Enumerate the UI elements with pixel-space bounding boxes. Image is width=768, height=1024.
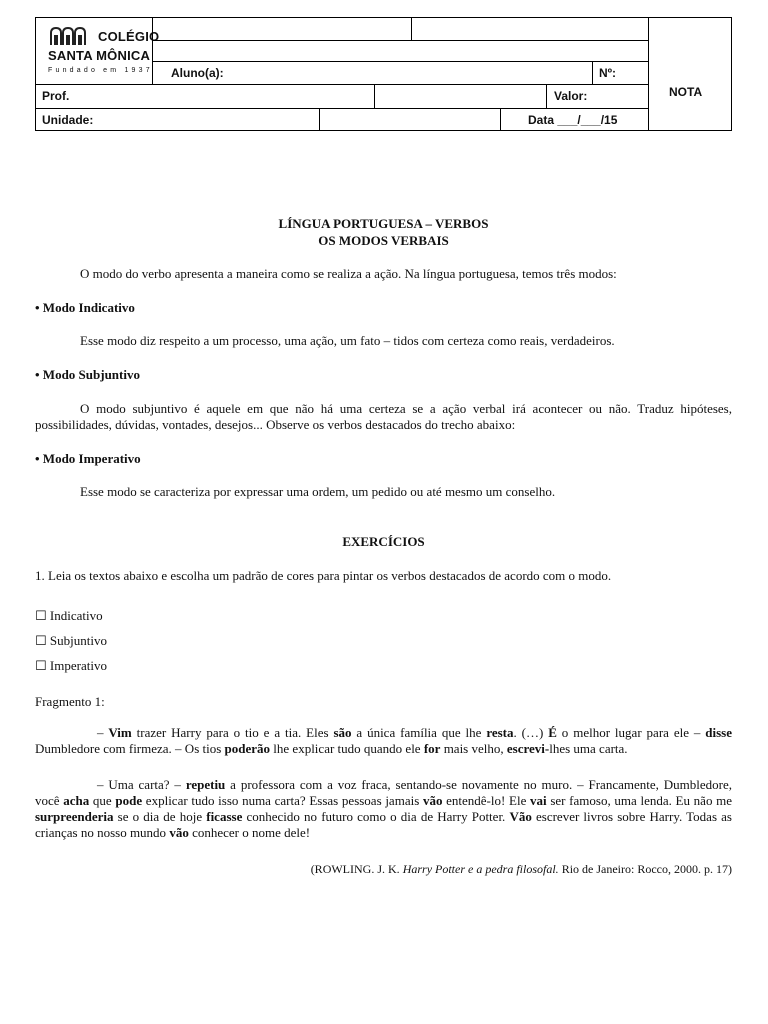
divider — [411, 18, 412, 40]
highlighted-verb: acha — [63, 793, 90, 808]
option-label: Imperativo — [49, 658, 107, 673]
aluno-field[interactable]: Aluno(a): — [171, 66, 224, 80]
highlighted-verb: É — [548, 725, 557, 740]
text-run: lhe explicar tudo quando ele — [270, 741, 424, 756]
logo-line2: SANTA MÔNICA — [48, 48, 151, 63]
option-indicativo[interactable] — [35, 608, 103, 625]
highlighted-verb: Vão — [509, 809, 532, 824]
highlighted-verb: pode — [115, 793, 143, 808]
valor-field[interactable]: Valor: — [554, 89, 588, 103]
page-subtitle: OS MODOS VERBAIS — [318, 233, 449, 248]
divider — [546, 84, 547, 108]
text-run: lhes uma carta. — [549, 741, 628, 756]
text-run: a única família que lhe — [351, 725, 487, 740]
header-table — [35, 17, 732, 131]
data-field[interactable]: Data ___/___/15 — [528, 113, 618, 127]
option-label: Subjuntivo — [49, 633, 107, 648]
numero-field[interactable]: Nº: — [599, 66, 617, 80]
text-run: entendê-lo! Ele — [442, 793, 531, 808]
prof-field[interactable]: Prof. — [42, 89, 70, 103]
text-run: conhecer o nome dele! — [188, 825, 311, 840]
text-run: escrever livros sobre Harry. Todas as crianças no nosso mundo — [35, 809, 732, 840]
divider — [36, 108, 648, 109]
fragment-label: Fragmento 1: — [35, 694, 105, 709]
fragment-paragraph-1 — [35, 725, 732, 757]
divider — [374, 84, 375, 108]
text-run: explicar tudo isso numa carta? Essas pessoas jamais — [142, 793, 423, 808]
exercise-question-1: 1. Leia os textos abaixo e escolha um padrão de cores para pintar os verbos destacados de acordo com o modo. — [35, 568, 612, 583]
highlighted-verb: Vim — [108, 725, 132, 740]
text-run: Dumbledore com firmeza. – Os tios — [35, 741, 225, 756]
mode-text-imperativo: Esse modo se caracteriza por expressar uma ordem, um pedido ou até mesmo um conselho. — [80, 484, 556, 499]
page-title: LÍNGUA PORTUGUESA – VERBOS — [278, 216, 489, 231]
mode-heading-imperativo: • Modo Imperativo — [35, 451, 141, 466]
highlighted-verb: vão — [169, 825, 189, 840]
mode-text-indicativo: Esse modo diz respeito a um processo, uma ação, um fato – tidos com certeza como reais, verdadeiros. — [80, 333, 615, 348]
text-run: que — [89, 793, 116, 808]
logo-line1: COLÉGIO — [98, 29, 160, 44]
text-run: o melhor lugar para ele – — [556, 725, 706, 740]
text-run: se o dia de hoje — [113, 809, 207, 824]
text-run: mais velho, — [440, 741, 507, 756]
divider — [319, 108, 320, 131]
text-run: . (…) — [513, 725, 549, 740]
highlighted-verb: disse — [705, 725, 733, 740]
school-logo — [44, 23, 160, 79]
logo-tagline: Fundado em 1937 — [48, 67, 153, 74]
highlighted-verb: for — [423, 741, 441, 756]
highlighted-verb: repetiu — [185, 777, 226, 792]
mode-text-subjuntivo: O modo subjuntivo é aquele em que não há uma certeza se a ação verbal irá acontecer ou não. Traduz hipóteses, possibilidades, dúvidas, vontades, desejos... Observe os verbos destacados do trecho abaixo: — [35, 401, 732, 432]
divider — [648, 18, 649, 131]
text-run: ser famoso, uma lenda. Eu não me — [546, 793, 733, 808]
text-run: conhecido no futuro como o dia de Harry Potter. — [242, 809, 510, 824]
divider — [592, 61, 593, 84]
intro-text: O modo do verbo apresenta a maneira como se realiza a ação. Na língua portuguesa, temos três modos: — [80, 266, 617, 281]
highlighted-verb: vai — [530, 793, 547, 808]
divider — [152, 18, 153, 84]
unidade-field[interactable]: Unidade: — [42, 113, 94, 127]
highlighted-verb: surpreenderia — [35, 809, 114, 824]
checkbox-icon[interactable]: ☐ — [35, 609, 47, 624]
divider — [152, 40, 648, 41]
option-label: Indicativo — [49, 608, 103, 623]
text-run: – Uma carta? – — [97, 777, 186, 792]
highlighted-verb: escrevi- — [506, 741, 550, 756]
mode-heading-subjuntivo: • Modo Subjuntivo — [35, 367, 140, 382]
fragment-paragraph-2 — [35, 777, 732, 841]
highlighted-verb: resta — [486, 725, 514, 740]
highlighted-verb: vão — [422, 793, 443, 808]
divider — [152, 61, 648, 62]
nota-field[interactable]: NOTA — [669, 85, 703, 99]
option-imperativo[interactable] — [35, 658, 107, 675]
mode-heading-indicativo: • Modo Indicativo — [35, 300, 135, 315]
exercises-heading: EXERCÍCIOS — [342, 534, 425, 549]
checkbox-icon[interactable]: ☐ — [35, 634, 47, 649]
divider — [36, 84, 648, 85]
citation-title: Harry Potter e a pedra filosofal. — [402, 862, 559, 876]
citation-suffix: Rio de Janeiro: Rocco, 2000. p. 17) — [558, 862, 732, 876]
school-emblem-icon — [48, 25, 96, 47]
highlighted-verb: ficasse — [206, 809, 243, 824]
highlighted-verb: são — [333, 725, 352, 740]
text-run: trazer Harry para o tio e a tia. Eles — [131, 725, 334, 740]
text-run: – — [97, 725, 109, 740]
highlighted-verb: poderão — [224, 741, 271, 756]
option-subjuntivo[interactable] — [35, 633, 107, 650]
citation-prefix: (ROWLING. J. K. — [310, 862, 403, 876]
citation — [311, 861, 732, 877]
checkbox-icon[interactable]: ☐ — [35, 659, 47, 674]
divider — [500, 108, 501, 131]
text-run: a professora com a voz fraca, sentando-se novamente no muro. – Francamente, Dumbledore, você — [35, 777, 732, 808]
